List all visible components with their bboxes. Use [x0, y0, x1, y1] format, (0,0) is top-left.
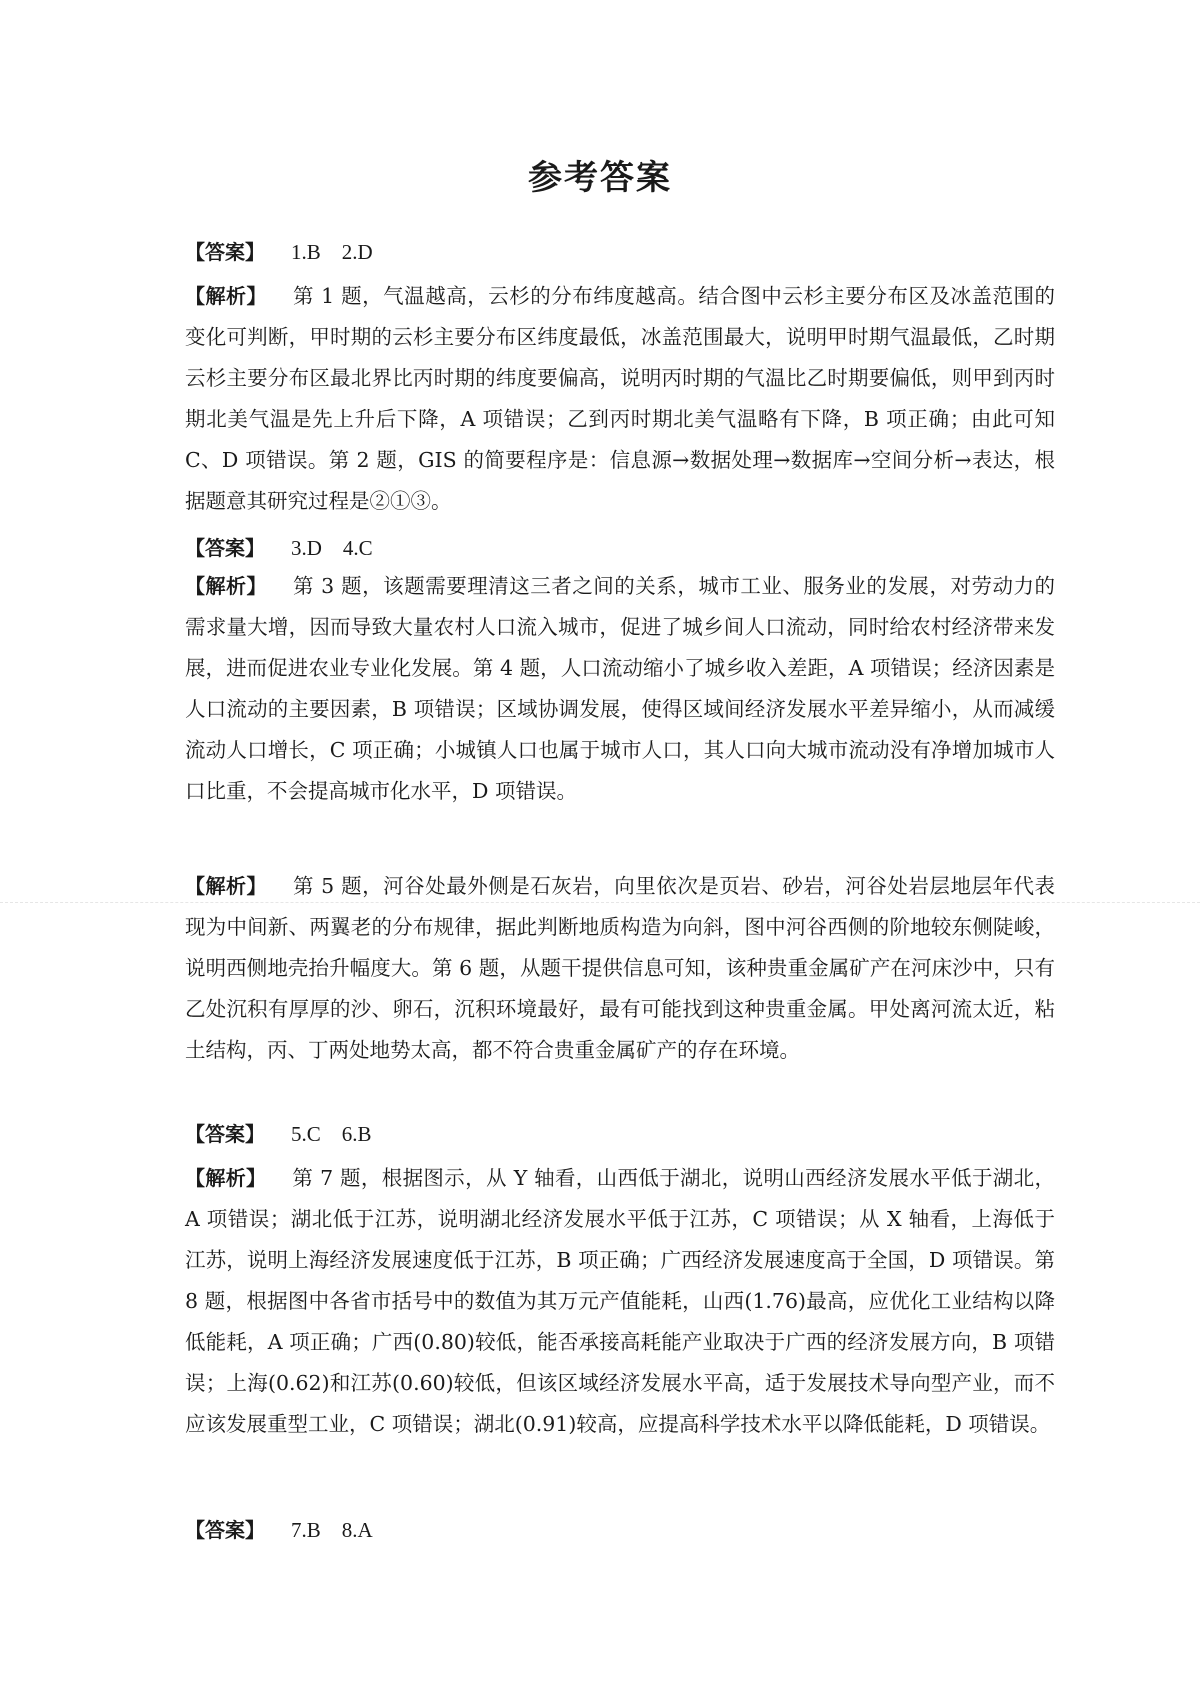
answer-block-3: [185, 1114, 1055, 1155]
analysis-text: 第 7 题，根据图示，从 Y 轴看，山西低于湖北，说明山西经济发展水平低于湖北，A 项错误；湖北低于江苏，说明湖北经济发展水平低于江苏，C 项错误；从 X 轴看，上海低于江苏，说明上海经济发展速度低于江苏，B 项正确；广西经济发展速度高于全国，D 项错误。第 8 题，根据图中各省市括号中的数值为其万元产值能耗，山西(1.76)最高，应优化工业结构以降低能耗，A 项正确；广西(0.80)较低，能否承接高耗能产业取决于广西的经济发展方向，B 项错误；上海(0.62)和江苏(0.60)较低，但该区域经济发展水平高，适于发展技术导向型产业，而不应该发展重型工业，C 项错误；湖北(0.91)较高，应提高科学技术水平以降低能耗，D 项错误。: [185, 1166, 1056, 1436]
answer-text: 1.B 2.D: [291, 240, 373, 264]
analysis-label: 【解析】: [185, 1166, 267, 1190]
answer-label: 【答案】: [185, 240, 265, 264]
answer-label: 【答案】: [185, 1122, 265, 1146]
answer-text: 7.B 8.A: [291, 1518, 373, 1542]
answer-text: 3.D 4.C: [291, 536, 373, 560]
answer-block-1: [185, 232, 1055, 273]
analysis-text: 第 1 题，气温越高，云杉的分布纬度越高。结合图中云杉主要分布区及冰盖范围的变化可判断，甲时期的云杉主要分布区纬度最低，冰盖范围最大，说明甲时期气温最低，乙时期云杉主要分布区最北界比丙时期的纬度要偏高，说明丙时期的气温比乙时期要偏低，则甲到丙时期北美气温是先上升后下降，A 项错误；乙到丙时期北美气温略有下降，B 项正确；由此可知 C、D 项错误。第 2 题，GIS 的简要程序是：信息源→数据处理→数据库→空间分析→表达，根据题意其研究过程是②①③。: [185, 284, 1055, 513]
answer-block-4: [185, 1510, 1055, 1551]
analysis-text: 第 5 题，河谷处最外侧是石灰岩，向里依次是页岩、砂岩，河谷处岩层地层年代表现为中间新、两翼老的分布规律，据此判断地质构造为向斜，图中河谷西侧的阶地较东侧陡峻，说明西侧地壳抬升幅度大。第 6 题，从题干提供信息可知，该种贵重金属矿产在河床沙中，只有乙处沉积有厚厚的沙、卵石，沉积环境最好，最有可能找到这种贵重金属。甲处离河流太近，粘土结构，丙、丁两处地势太高，都不符合贵重金属矿产的存在环境。: [185, 874, 1055, 1062]
analysis-block-3: [185, 866, 1055, 1071]
analysis-block-4: [185, 1158, 1055, 1445]
analysis-block-1: [185, 276, 1055, 522]
analysis-block-2: [185, 566, 1055, 812]
answer-block-2: [185, 528, 1055, 569]
answer-text: 5.C 6.B: [291, 1122, 372, 1146]
analysis-label: 【解析】: [185, 574, 268, 598]
analysis-text: 第 3 题，该题需要理清这三者之间的关系，城市工业、服务业的发展，对劳动力的需求量大增，因而导致大量农村人口流入城市，促进了城乡间人口流动，同时给农村经济带来发展，进而促进农业专业化发展。第 4 题，人口流动缩小了城乡收入差距，A 项错误；经济因素是人口流动的主要因素，B 项错误；区域协调发展，使得区域间经济发展水平差异缩小，从而减缓流动人口增长，C 项正确；小城镇人口也属于城市人口，其人口向大城市流动没有净增加城市人口比重，不会提高城市化水平，D 项错误。: [185, 574, 1055, 803]
analysis-label: 【解析】: [185, 284, 268, 308]
page-title: 参考答案: [528, 158, 672, 198]
answer-label: 【答案】: [185, 536, 265, 560]
answer-label: 【答案】: [185, 1518, 265, 1542]
analysis-label: 【解析】: [185, 874, 268, 898]
